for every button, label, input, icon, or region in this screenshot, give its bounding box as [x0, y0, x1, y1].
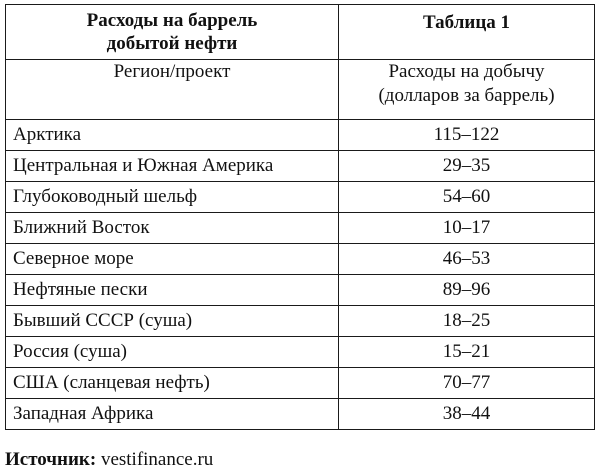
region-cell: Глубоководный шельф	[6, 182, 339, 213]
cost-cell: 54–60	[339, 182, 595, 213]
source-value: vestifinance.ru	[100, 449, 214, 470]
column-header-cost-line-1: Расходы на добычу	[388, 61, 545, 82]
cost-cell: 46–53	[339, 244, 595, 275]
table-row	[6, 337, 595, 368]
table-row	[6, 244, 595, 275]
region-cell: Ближний Восток	[6, 213, 339, 244]
region-cell: Западная Африка	[6, 399, 339, 430]
table-title-line-1: Расходы на баррель	[86, 10, 258, 31]
column-header-region: Регион/проект	[6, 60, 339, 120]
table-row	[6, 151, 595, 182]
cost-cell: 38–44	[339, 399, 595, 430]
cost-cell: 89–96	[339, 275, 595, 306]
region-cell: Северное море	[6, 244, 339, 275]
table-row	[6, 120, 595, 151]
cost-cell: 10–17	[339, 213, 595, 244]
column-header-cost	[339, 60, 595, 120]
source-line	[5, 448, 594, 472]
table-number: Таблица 1	[339, 5, 595, 60]
cost-cell: 70–77	[339, 368, 595, 399]
cost-table	[5, 4, 595, 430]
table-row	[6, 306, 595, 337]
cost-cell: 29–35	[339, 151, 595, 182]
table-row	[6, 213, 595, 244]
table-row	[6, 275, 595, 306]
region-cell: Россия (суша)	[6, 337, 339, 368]
table-title-row	[6, 5, 595, 60]
column-header-row	[6, 60, 595, 120]
cost-cell: 15–21	[339, 337, 595, 368]
table-title	[6, 5, 339, 60]
table-title-line-2: добытой нефти	[106, 33, 238, 54]
table-row	[6, 399, 595, 430]
cost-cell: 115–122	[339, 120, 595, 151]
table-row	[6, 182, 595, 213]
region-cell: Арктика	[6, 120, 339, 151]
cost-cell: 18–25	[339, 306, 595, 337]
document	[5, 4, 594, 472]
region-cell: Нефтяные пески	[6, 275, 339, 306]
region-cell: Бывший СССР (суша)	[6, 306, 339, 337]
column-header-cost-line-2: (долларов за баррель)	[378, 85, 555, 106]
table-row	[6, 368, 595, 399]
region-cell: США (сланцевая нефть)	[6, 368, 339, 399]
region-cell: Центральная и Южная Америка	[6, 151, 339, 182]
source-label: Источник:	[5, 449, 97, 470]
